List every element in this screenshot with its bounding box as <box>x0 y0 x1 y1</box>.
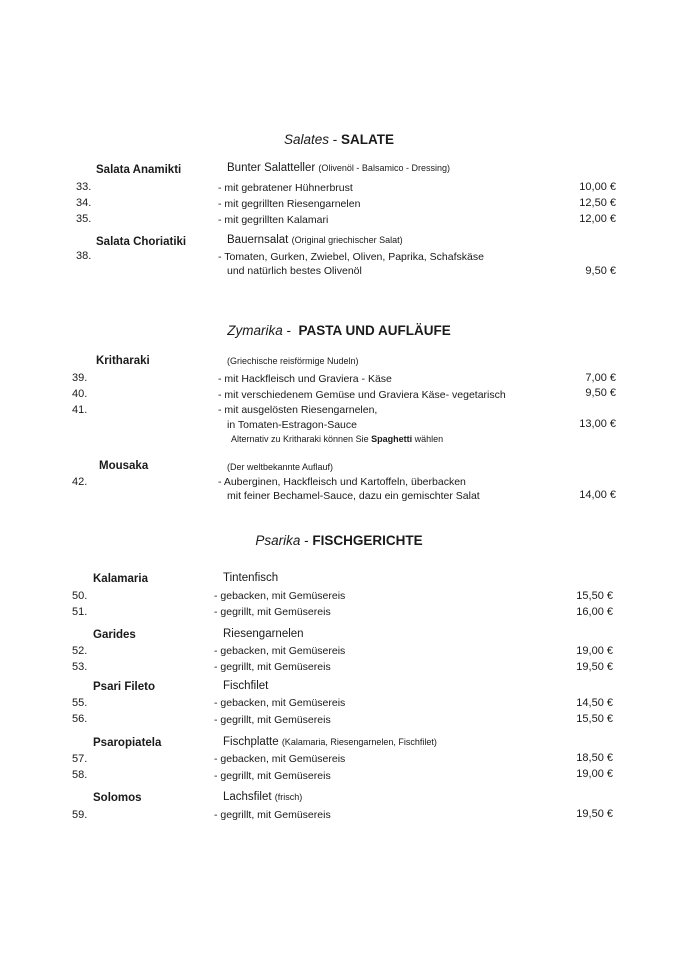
dish-name: Kritharaki <box>96 355 150 367</box>
item-number: 42. <box>72 476 88 488</box>
item-text: - mit gegrillten Riesengarnelen <box>218 198 361 210</box>
dish-description-note: (frisch) <box>274 792 303 802</box>
dish-name: Garides <box>93 629 136 641</box>
section-title-italic: Psarika <box>255 533 301 548</box>
item-number: 57. <box>72 753 88 765</box>
dish-description-note: (Olivenöl - Balsamico - Dressing) <box>318 163 450 173</box>
section-title-bold: FISCHGERICHTE <box>312 533 423 548</box>
alternative-note-highlight: Spaghetti <box>371 434 413 444</box>
dish-description <box>227 162 450 174</box>
dish-description-note: (Griechische reisförmige Nudeln) <box>227 356 359 366</box>
section-title-salate <box>0 132 678 147</box>
section-title-separator: - <box>329 132 342 147</box>
dish-name: Kalamaria <box>93 573 148 585</box>
alternative-note-text: Alternativ zu Kritharaki können Sie <box>231 434 372 444</box>
item-price: 18,50 € <box>576 752 613 764</box>
item-price: 12,50 € <box>579 197 616 209</box>
item-text: - gegrillt, mit Gemüsereis <box>214 809 331 821</box>
dish-description <box>223 736 437 748</box>
item-price: 12,00 € <box>579 213 616 225</box>
dish-description <box>223 791 302 803</box>
item-number: 56. <box>72 713 88 725</box>
section-title-bold: PASTA UND AUFLÄUFE <box>298 323 451 338</box>
section-title-italic: Zymarika <box>227 323 283 338</box>
section-title-pasta <box>0 323 678 338</box>
item-price: 14,50 € <box>576 697 613 709</box>
item-text: - mit gegrillten Kalamari <box>218 214 329 226</box>
section-title-separator: - <box>300 533 313 548</box>
section-title-bold: SALATE <box>341 132 395 147</box>
item-price: 19,00 € <box>576 645 613 657</box>
dish-description-main: Bunter Salatteller <box>227 162 316 174</box>
section-title-fisch <box>0 533 678 548</box>
item-price: 19,50 € <box>576 661 613 673</box>
dish-name: Psaropiatela <box>93 737 162 749</box>
dish-name: Psari Fileto <box>93 681 155 693</box>
item-text: - mit gebratener Hühnerbrust <box>218 182 353 194</box>
item-number: 55. <box>72 697 88 709</box>
item-text: - gebacken, mit Gemüsereis <box>214 590 346 602</box>
item-price: 13,00 € <box>579 418 616 430</box>
item-number: 41. <box>72 404 88 416</box>
item-number: 40. <box>72 388 88 400</box>
dish-description-main: Fischfilet <box>223 680 269 692</box>
item-text: - gegrillt, mit Gemüsereis <box>214 606 331 618</box>
item-text: - gebacken, mit Gemüsereis <box>214 645 346 657</box>
dish-description-note: (Original griechischer Salat) <box>291 235 403 245</box>
item-number: 33. <box>76 181 92 193</box>
section-title-italic: Salates <box>283 132 330 147</box>
alternative-note <box>231 434 443 444</box>
item-text: - Tomaten, Gurken, Zwiebel, Oliven, Paprika, Schafskäse <box>218 251 484 263</box>
dish-description-main: Fischplatte <box>223 736 279 748</box>
item-number: 59. <box>72 809 88 821</box>
dish-description-note: (Der weltbekannte Auflauf) <box>227 462 334 472</box>
item-text-continued: und natürlich bestes Olivenöl <box>227 265 362 277</box>
dish-description-main: Riesengarnelen <box>223 628 304 640</box>
item-number: 58. <box>72 769 88 781</box>
item-number: 35. <box>76 213 92 225</box>
dish-description-main: Tintenfisch <box>223 572 279 584</box>
item-price: 7,00 € <box>585 372 616 384</box>
item-number: 38. <box>76 250 92 262</box>
alternative-note-text-end: wählen <box>412 434 444 444</box>
item-text: - gegrillt, mit Gemüsereis <box>214 661 331 673</box>
item-number: 51. <box>72 606 88 618</box>
item-text: - mit verschiedenem Gemüse und Graviera Käse- vegetarisch <box>218 389 506 401</box>
item-price: 15,50 € <box>576 713 613 725</box>
item-number: 34. <box>76 197 92 209</box>
dish-description-main: Lachsfilet <box>223 791 272 803</box>
item-price: 10,00 € <box>579 181 616 193</box>
item-price: 19,00 € <box>576 768 613 780</box>
item-price: 16,00 € <box>576 606 613 618</box>
section-title-separator: - <box>282 323 299 338</box>
item-number: 39. <box>72 372 88 384</box>
dish-name: Solomos <box>93 792 142 804</box>
item-number: 50. <box>72 590 88 602</box>
item-text: - mit Hackfleisch und Graviera - Käse <box>218 373 392 385</box>
dish-name: Salata Anamikti <box>96 164 182 176</box>
item-text: - Auberginen, Hackfleisch und Kartoffeln, überbacken <box>218 476 466 488</box>
dish-name: Salata Choriatiki <box>96 236 187 248</box>
item-price: 15,50 € <box>576 590 613 602</box>
item-text: - mit ausgelösten Riesengarnelen, <box>218 404 378 416</box>
item-number: 52. <box>72 645 88 657</box>
dish-description <box>227 234 403 246</box>
dish-description-main: Bauernsalat <box>227 234 289 246</box>
item-price: 9,50 € <box>585 387 616 399</box>
item-text: - gebacken, mit Gemüsereis <box>214 753 346 765</box>
item-number: 53. <box>72 661 88 673</box>
item-price: 14,00 € <box>579 489 616 501</box>
item-price: 19,50 € <box>576 808 613 820</box>
item-text: - gegrillt, mit Gemüsereis <box>214 714 331 726</box>
item-text-continued: mit feiner Bechamel-Sauce, dazu ein gemischter Salat <box>227 490 480 502</box>
item-price: 9,50 € <box>585 265 616 277</box>
item-text: - gebacken, mit Gemüsereis <box>214 697 346 709</box>
item-text-continued: in Tomaten-Estragon-Sauce <box>227 419 357 431</box>
dish-name: Mousaka <box>99 460 149 472</box>
item-text: - gegrillt, mit Gemüsereis <box>214 770 331 782</box>
dish-description-note: (Kalamaria, Riesengarnelen, Fischfilet) <box>281 737 437 747</box>
